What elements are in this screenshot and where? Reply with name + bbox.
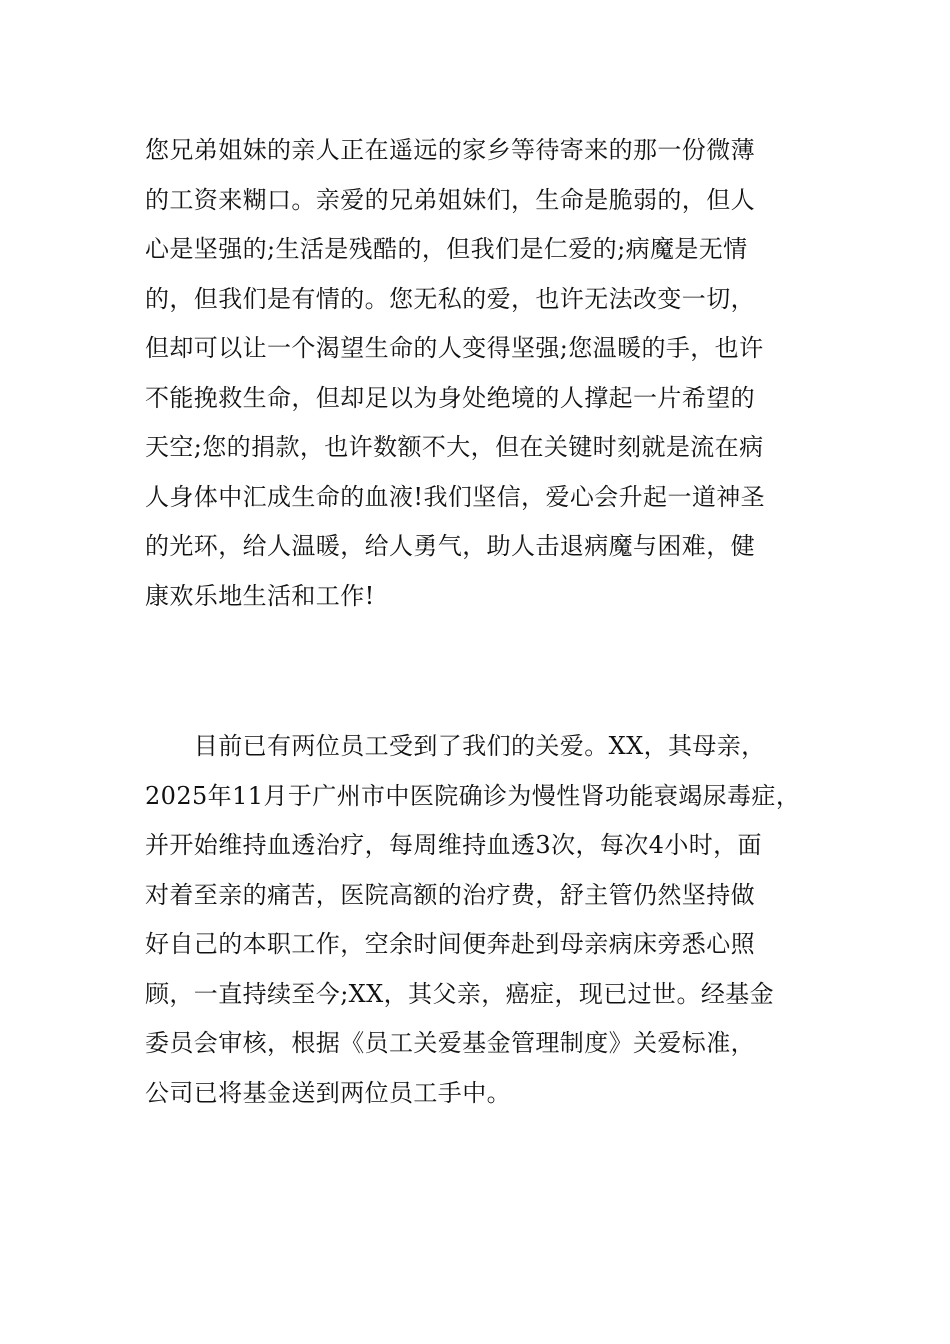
text-line: 公司已将基金送到两位员工手中。 (145, 1078, 511, 1107)
paragraph-appeal (145, 126, 815, 621)
text-line: 人身体中汇成生命的血液!我们坚信，爱心会升起一道神圣 (145, 482, 766, 511)
text-line: 对着至亲的痛苦，医院高额的治疗费，舒主管仍然坚持做 (145, 880, 755, 909)
text-line: 不能挽救生命，但却足以为身处绝境的人撑起一片希望的 (145, 383, 755, 412)
text-line: 您兄弟姐妹的亲人正在遥远的家乡等待寄来的那一份微薄 (145, 136, 755, 164)
text-line: 2025年11月于广州市中医院确诊为慢性肾功能衰竭尿毒症， (145, 781, 801, 810)
text-line: 的，但我们是有情的。您无私的爱，也许无法改变一切， (145, 284, 755, 313)
text-line: 并开始维持血透治疗，每周维持血透3次，每次4小时，面 (145, 831, 762, 859)
text-line: 好自己的本职工作，空余时间便奔赴到母亲病床旁悉心照 (145, 930, 755, 958)
text-line: 的工资来糊口。亲爱的兄弟姐妹们，生命是脆弱的，但人 (145, 185, 755, 214)
text-line: 委员会审核，根据《员工关爱基金管理制度》关爱标准， (145, 1029, 755, 1057)
text-line: 心是坚强的;生活是残酷的，但我们是仁爱的;病魔是无情 (145, 235, 748, 263)
text-line: 的光环，给人温暖，给人勇气，助人击退病魔与困难，健 (145, 532, 755, 560)
text-line: 康欢乐地生活和工作! (145, 581, 375, 610)
text-line: 顾，一直持续至今;XX，其父亲，癌症，现已过世。经基金 (145, 979, 775, 1008)
text-line: 目前已有两位员工受到了我们的关爱。XX，其母亲， (145, 732, 766, 760)
paragraph-report (145, 722, 815, 1118)
text-line: 天空;您的捐款，也许数额不大，但在关键时刻就是流在病 (145, 433, 764, 461)
text-line: 但却可以让一个渴望生命的人变得坚强;您温暖的手，也许 (145, 334, 764, 362)
